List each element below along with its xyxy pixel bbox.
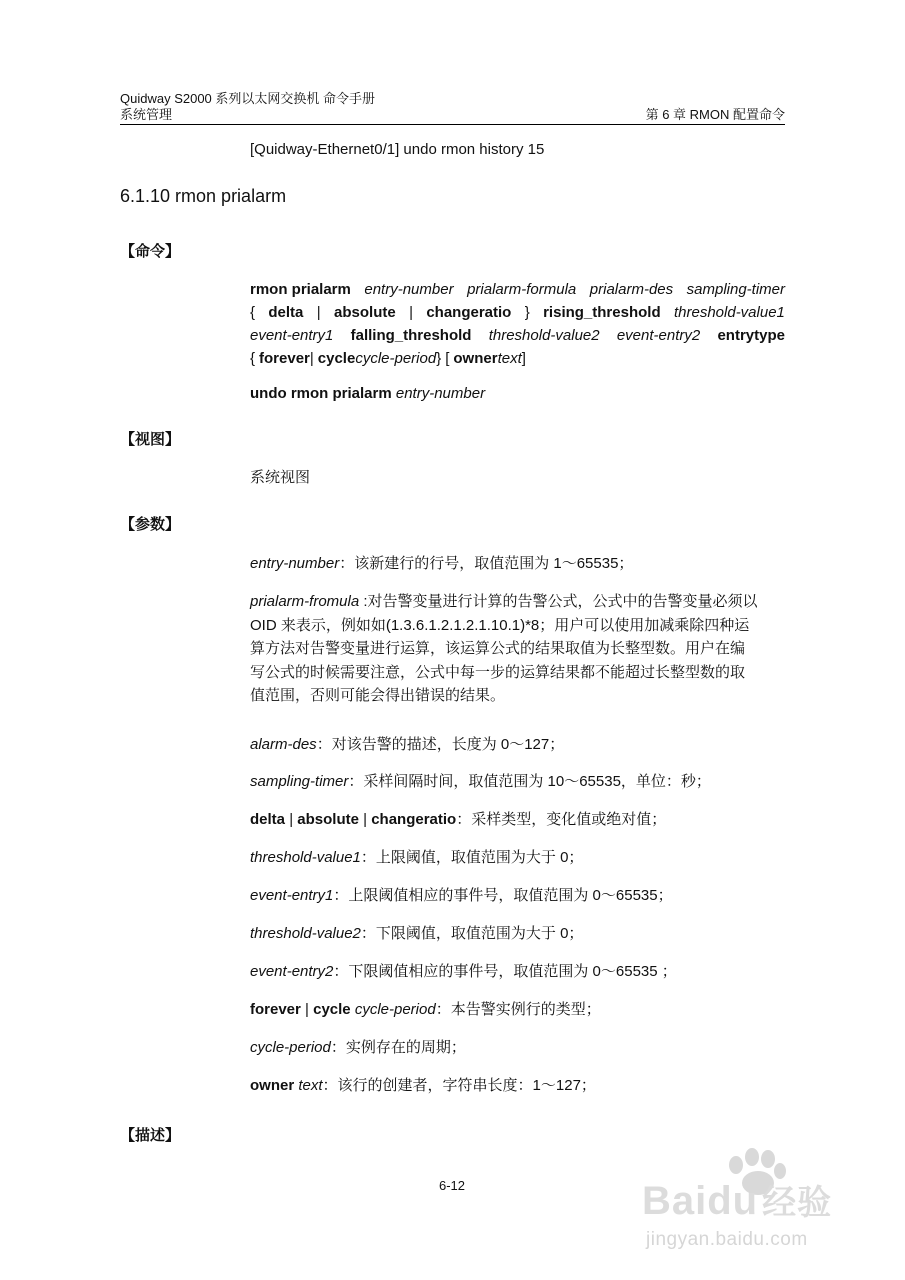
kw-falling-threshold: falling_threshold — [350, 327, 472, 344]
watermark-url: jingyan.baidu.com — [646, 1229, 808, 1250]
watermark-cn: 经验 — [762, 1184, 833, 1222]
param-key: cycle-period — [354, 1001, 436, 1018]
arg-event-entry2: event-entry2 — [616, 327, 701, 344]
param-key: sampling-timer — [250, 773, 349, 790]
arg-cycle-period: cycle-period — [355, 350, 437, 367]
param-event-entry2 — [250, 960, 677, 983]
header-rule — [120, 124, 785, 125]
doc-header-chapter: 第 6 章 RMON 配置命令 — [645, 107, 785, 122]
syntax-line-4 — [250, 347, 785, 370]
arg-sampling-timer: sampling-timer — [686, 281, 785, 298]
undo-command — [250, 382, 485, 405]
param-desc: ：采样类型，变化值或绝对值； — [456, 811, 667, 828]
param-key: changeratio — [371, 811, 457, 828]
pipe: | — [289, 811, 294, 828]
kw-changeratio: changeratio — [426, 304, 512, 321]
section-title: 6.1.10 rmon prialarm — [120, 186, 287, 206]
arg-threshold-value1: threshold-value1 — [673, 304, 785, 321]
param-key: entry-number — [250, 555, 340, 572]
brace-open: { — [250, 304, 256, 321]
param-desc-line: 写公式的时候需要注意，公式中每一步的运算结果都不能超过长整型数的取 — [250, 663, 746, 681]
command-syntax — [250, 278, 785, 370]
kw-undo-rmon-prialarm: undo rmon prialarm — [250, 385, 392, 402]
param-desc: ：对该告警的描述，长度为 0～127； — [316, 736, 565, 753]
param-event-entry1 — [250, 884, 673, 907]
param-desc: ：该新建行的行号，取值范围为 1～65535； — [339, 555, 634, 572]
bracket-close: ] — [521, 350, 526, 367]
param-owner-text — [250, 1074, 596, 1097]
pipe: | — [309, 350, 314, 367]
param-desc: ：采样间隔时间，取值范围为 10～65535，单位：秒； — [348, 773, 711, 790]
param-key: threshold-value2 — [250, 925, 361, 942]
param-cycle-period — [250, 1036, 466, 1059]
param-desc-line: 值范围，否则可能会得出错误的结果。 — [250, 687, 506, 704]
syntax-line-2 — [250, 301, 785, 324]
arg-threshold-value2: threshold-value2 — [488, 327, 600, 344]
arg-entry-number: entry-number — [364, 281, 454, 298]
arg-entry-number: entry-number — [395, 385, 486, 402]
kw-forever: forever — [259, 350, 310, 367]
example-command: [Quidway-Ethernet0/1] undo rmon history 15 — [250, 141, 545, 158]
param-key: event-entry1 — [250, 887, 334, 904]
param-entry-number — [250, 552, 633, 575]
param-key: prialarm-fromula — [250, 593, 360, 610]
brace-close: } — [524, 304, 530, 321]
param-key: cycle-period — [250, 1039, 331, 1056]
syntax-line-3 — [250, 324, 785, 347]
section-view-heading: 【视图】 — [120, 431, 181, 448]
param-desc-line: OID 来表示，例如如(1.3.6.1.2.1.2.1.10.1)*8；用户可以使用加减乘除四种运 — [250, 616, 750, 634]
kw-cycle: cycle — [317, 350, 356, 367]
param-forever-cycle — [250, 998, 601, 1021]
param-desc: ：下限阈值，取值范围为大于 0； — [360, 925, 584, 942]
param-key: forever — [250, 1001, 301, 1018]
param-desc: ：本告警实例行的类型； — [435, 1001, 601, 1018]
param-desc: ：上限阈值，取值范围为大于 0； — [360, 849, 584, 866]
doc-header-title: Quidway S2000 系列以太网交换机 命令手册 — [120, 91, 376, 106]
param-desc-line: 算方法对告警变量进行运算，该运算公式的结果取值为长整型数。用户在编 — [250, 640, 746, 657]
kw-delta: delta — [268, 304, 304, 321]
param-key: event-entry2 — [250, 963, 334, 980]
doc-header-section: 系统管理 — [120, 107, 173, 122]
arg-prialarm-des: prialarm-des — [589, 281, 674, 298]
view-text: 系统视图 — [250, 469, 311, 486]
param-key: text — [298, 1077, 323, 1094]
kw-entrytype: entrytype — [717, 327, 785, 344]
param-key: owner — [250, 1077, 295, 1094]
pipe: | — [305, 1001, 309, 1018]
arg-prialarm-formula: prialarm-formula — [467, 281, 577, 298]
param-key: threshold-value1 — [250, 849, 361, 866]
section-command-heading: 【命令】 — [120, 243, 181, 260]
pipe: | — [316, 304, 321, 321]
section-desc-heading: 【描述】 — [120, 1127, 181, 1144]
bracket-open: [ — [445, 350, 450, 367]
param-alarm-des — [250, 733, 564, 756]
param-desc: :对告警变量进行计算的告警公式，公式中的告警变量必须以 — [359, 593, 758, 610]
kw-absolute: absolute — [334, 304, 396, 321]
pipe: | — [363, 811, 368, 828]
param-sample-type — [250, 808, 666, 831]
kw-rmon-prialarm: rmon prialarm — [250, 281, 351, 298]
param-key: alarm-des — [250, 736, 317, 753]
param-key: delta — [250, 811, 286, 828]
brace-open: { — [250, 350, 256, 367]
param-prialarm-formula — [250, 590, 785, 708]
watermark-brand-bai: Bai — [642, 1179, 708, 1223]
param-key: absolute — [297, 811, 359, 828]
param-sampling-timer — [250, 770, 711, 793]
param-desc: ：上限阈值相应的事件号，取值范围为 0～65535； — [333, 887, 673, 904]
arg-event-entry1: event-entry1 — [250, 327, 334, 344]
param-desc: ：实例存在的周期； — [330, 1039, 466, 1056]
param-key: cycle — [313, 1001, 351, 1018]
syntax-line-1 — [250, 278, 785, 301]
watermark-brand-du: du — [707, 1179, 759, 1223]
arg-text: text — [497, 350, 522, 367]
param-threshold-value2 — [250, 922, 583, 945]
pipe: | — [409, 304, 413, 321]
param-threshold-value1 — [250, 846, 583, 869]
section-params-heading: 【参数】 — [120, 516, 181, 533]
param-desc: ：下限阈值相应的事件号，取值范围为 0～65535 ； — [333, 963, 677, 980]
kw-rising-threshold: rising_threshold — [543, 304, 661, 321]
param-desc: ：该行的创建者，字符串长度：1～127； — [322, 1077, 596, 1094]
kw-owner: owner — [453, 350, 498, 367]
baidu-watermark — [640, 1145, 860, 1265]
watermark-brand — [642, 1175, 832, 1224]
brace-close: } — [436, 350, 442, 367]
page-number: 6-12 — [438, 1178, 466, 1193]
